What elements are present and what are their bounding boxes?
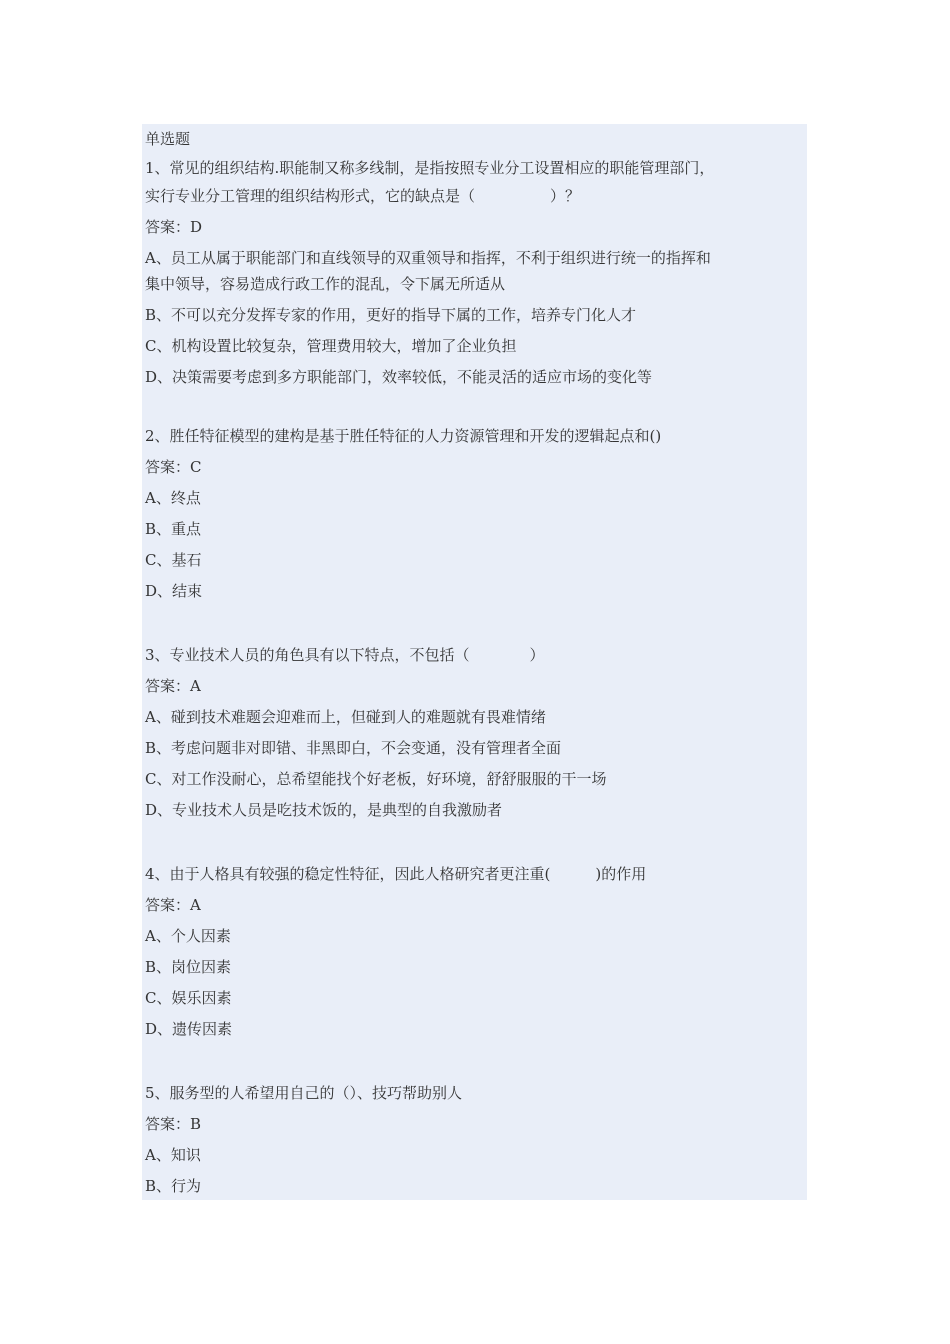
option-item: A、知识 bbox=[145, 1146, 201, 1164]
question-stem bbox=[145, 426, 805, 454]
option-item: C、对工作没耐心，总希望能找个好老板，好环境，舒舒服服的干一场 bbox=[145, 770, 607, 788]
question-stem-line: 实行专业分工管理的组织结构形式，它的缺点是（ ）？ bbox=[145, 187, 581, 205]
question-stem-line: 5、服务型的人希望用自己的（）、技巧帮助别人 bbox=[145, 1084, 463, 1102]
question-5 bbox=[145, 1083, 805, 1200]
question-3 bbox=[145, 645, 805, 831]
question-4 bbox=[145, 864, 805, 1050]
answer-line: 答案：A bbox=[145, 677, 201, 695]
option-item: D、结束 bbox=[145, 582, 203, 600]
question-2 bbox=[145, 426, 805, 612]
option-item bbox=[145, 248, 805, 300]
answer-line: 答案：A bbox=[145, 896, 201, 914]
answer-line: 答案：B bbox=[145, 1115, 202, 1133]
option-item: C、基石 bbox=[145, 551, 202, 569]
answer-line: 答案：C bbox=[145, 458, 202, 476]
question-stem bbox=[145, 158, 805, 214]
option-item: C、机构设置比较复杂，管理费用较大，增加了企业负担 bbox=[145, 337, 517, 355]
question-stem bbox=[145, 864, 805, 892]
option-item: C、娱乐因素 bbox=[145, 989, 232, 1007]
question-1 bbox=[145, 158, 805, 398]
exam-content bbox=[142, 124, 807, 1200]
option-text-line: A、员工从属于职能部门和直线领导的双重领导和指挥，不利于组织进行统一的指挥和 bbox=[145, 249, 711, 267]
option-item: D、决策需要考虑到多方职能部门，效率较低，不能灵活的适应市场的变化等 bbox=[145, 368, 653, 386]
question-stem bbox=[145, 1083, 805, 1111]
question-stem bbox=[145, 645, 805, 673]
question-stem-line: 3、专业技术人员的角色具有以下特点，不包括（ ） bbox=[145, 646, 545, 664]
option-item: D、专业技术人员是吃技术饭的，是典型的自我激励者 bbox=[145, 801, 503, 819]
answer-line: 答案：D bbox=[145, 218, 203, 236]
option-item: B、行为 bbox=[145, 1177, 202, 1195]
option-item: D、遗传因素 bbox=[145, 1020, 233, 1038]
option-item: B、考虑问题非对即错、非黑即白，不会变通，没有管理者全面 bbox=[145, 739, 562, 757]
question-stem-line: 4、由于人格具有较强的稳定性特征，因此人格研究者更注重( )的作用 bbox=[145, 865, 647, 883]
option-item: B、重点 bbox=[145, 520, 202, 538]
option-text-line: 集中领导，容易造成行政工作的混乱，令下属无所适从 bbox=[145, 275, 506, 293]
option-item: B、岗位因素 bbox=[145, 958, 232, 976]
option-item: A、终点 bbox=[145, 489, 201, 507]
question-stem-line: 2、胜任特征模型的建构是基于胜任特征的人力资源管理和开发的逻辑起点和() bbox=[145, 427, 662, 445]
question-stem-line: 1、常见的组织结构.职能制又称多线制，是指按照专业分工设置相应的职能管理部门， bbox=[145, 159, 715, 177]
option-item: A、碰到技术难题会迎难而上，但碰到人的难题就有畏难情绪 bbox=[145, 708, 546, 726]
option-item: B、不可以充分发挥专家的作用，更好的指导下属的工作，培养专门化人才 bbox=[145, 306, 637, 324]
option-item: A、个人因素 bbox=[145, 927, 231, 945]
section-title: 单选题 bbox=[145, 130, 191, 148]
